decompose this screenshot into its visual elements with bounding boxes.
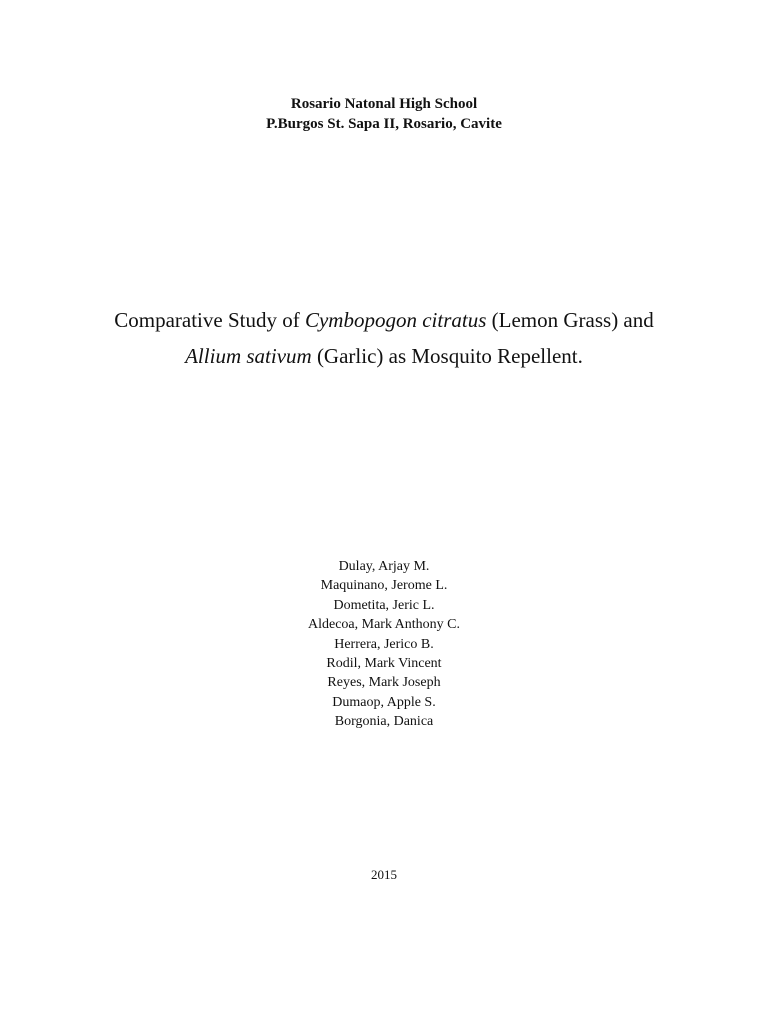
- author-name: Dometita, Jeric L.: [333, 597, 435, 613]
- title-line-2: [0, 338, 768, 374]
- author-name: Dulay, Arjay M.: [338, 559, 430, 574]
- author-name: Reyes, Mark Joseph: [327, 675, 441, 691]
- school-header: [0, 94, 768, 134]
- author-name: Rodil, Mark Vincent: [326, 656, 442, 672]
- title-line-2-suffix: (Garlic) as Mosquito Repellent.: [311, 344, 583, 368]
- author-name: Aldecoa, Mark Anthony C.: [307, 617, 461, 633]
- author-name: Borgonia, Danica: [334, 714, 434, 730]
- author-name: Dumaop, Apple S.: [332, 694, 436, 710]
- publication-year: 2015: [371, 867, 397, 882]
- author-name: Maquinano, Jerome L.: [320, 578, 448, 594]
- document-title: [0, 302, 768, 374]
- author-list: [0, 557, 768, 732]
- school-name: Rosario Natonal High School: [290, 96, 478, 112]
- title-line-1-suffix: (Lemon Grass) and: [486, 308, 654, 332]
- species-name-lemongrass: Cymbopogon citratus: [304, 308, 487, 332]
- school-address: P.Burgos St. Sapa II, Rosario, Cavite: [266, 116, 502, 132]
- author-name: Herrera, Jerico B.: [334, 636, 434, 652]
- title-prefix: Comparative Study of: [114, 308, 305, 332]
- title-line-1: [0, 302, 768, 338]
- species-name-garlic: Allium sativum: [185, 344, 312, 368]
